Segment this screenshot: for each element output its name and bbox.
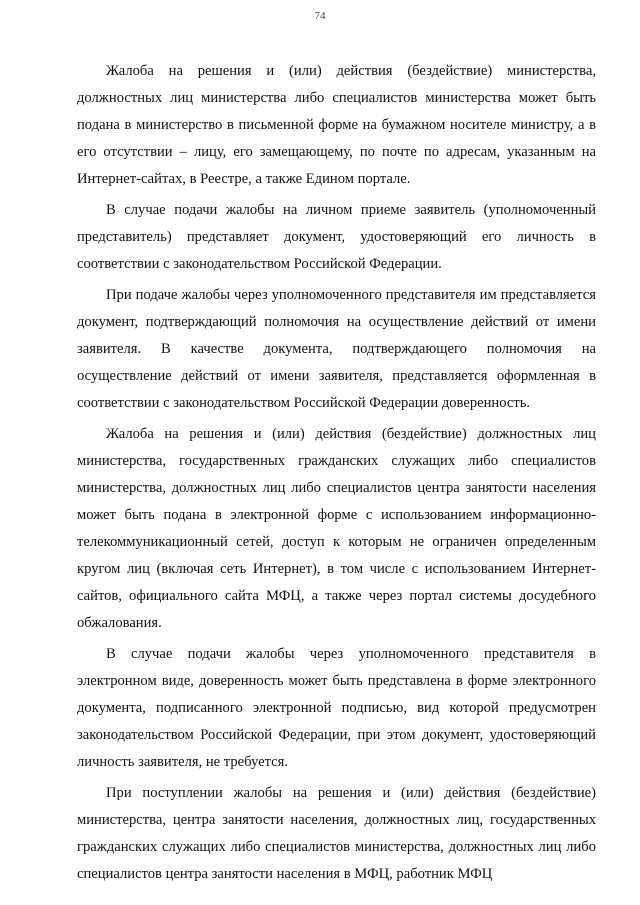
page-number: 74 [314, 10, 326, 22]
paragraph-mfc-receipt: При поступлении жалобы на решения и (или) действия (бездействие) министерства, центра занятости населения, должностных лиц, государственных гражданских служащих либо специалистов министерства, должностных лиц либо специалистов центра занятости населения в МФЦ, работник МФЦ [77, 785, 596, 882]
paragraph-electronic-complaint: Жалоба на решения и (или) действия (бездействие) должностных лиц министерства, государственных гражданских служащих либо специалистов министерства, должностных лиц либо специалистов центра занятости населения может быть подана в электронной форме с использованием информационно-телекоммуникационный сетей, доступ к которым не ограничен определенным кругом лиц (включая сеть Интернет), в том числе с использованием Интернет-сайтов, официального сайта МФЦ, а также через портал системы досудебного обжалования. [77, 426, 596, 631]
document-body [77, 58, 596, 892]
paragraph-written-complaint: Жалоба на решения и (или) действия (бездействие) министерства, должностных лиц министерства либо специалистов министерства может быть подана в министерство в письменной форме на бумажном носителе министру, а в его отсутствии – лицу, его замещающему, по почте по адресам, указанным на Интернет-сайтах, в Реестре, а также Едином портале. [77, 63, 596, 187]
paragraph-representative: При подаче жалобы через уполномоченного представителя им представляется документ, подтверждающий полномочия на осуществление действий от имени заявителя. В качестве документа, подтверждающего полномочия на осуществление действий от имени заявителя, представляется оформленная в соответствии с законодательством Российской Федерации доверенность. [77, 287, 596, 411]
paragraph-electronic-power-of-attorney: В случае подачи жалобы через уполномоченного представителя в электронном виде, доверенность может быть представлена в форме электронного документа, подписанного электронной подписью, вид которой предусмотрен законодательством Российской Федерации, при этом документ, удостоверяющий личность заявителя, не требуется. [77, 646, 596, 770]
paragraph-personal-reception: В случае подачи жалобы на личном приеме заявитель (уполномоченный представитель) представляет документ, удостоверяющий его личность в соответствии с законодательством Российской Федерации. [77, 202, 596, 272]
